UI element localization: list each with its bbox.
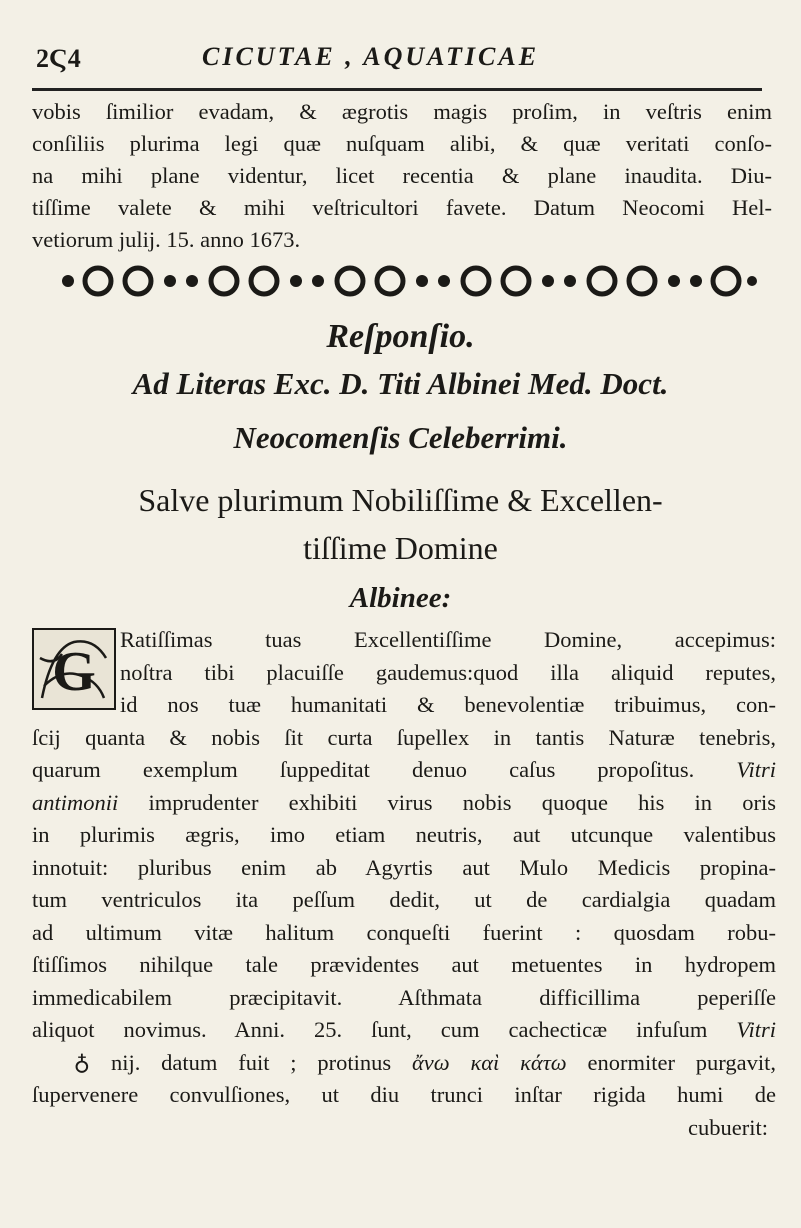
letter-line: ſcij quanta & nobis ſit curta ſupellex in tantis Naturæ tenebris, [32, 724, 776, 750]
intro-paragraph [32, 96, 772, 256]
letter-line-text: quarum exemplum ſuppeditat denuo caſus propoſitus. [32, 757, 695, 782]
letter-line [32, 787, 776, 820]
intro-line: conſiliis plurima legi quæ nuſquam alibi, & quæ veritati conſo- [32, 131, 772, 156]
letter-line-text: nij. datum fuit ; protinus [110, 1049, 392, 1075]
letter-line: noſtra tibi placuiſſe gaudemus:quod illa aliquid reputes, [120, 659, 776, 685]
term-vitri: Vitri [736, 757, 777, 782]
response-title: Reſponſio. [326, 318, 475, 355]
letter-line: Ratiſſimas tuas Excellentiſſime Domine, accepimus: [120, 627, 776, 652]
letter-line [32, 754, 776, 787]
term-vitri-2: Vitri [736, 1017, 776, 1042]
letter-line: in plurimis ægris, imo etiam neutris, aut utcunque valentibus [32, 822, 776, 847]
svg-text:G: G [52, 641, 96, 703]
letter-line: immedicabilem præcipitavit. Aſthmata difficillima peperiſſe [32, 984, 776, 1010]
ornament-band [58, 258, 758, 304]
letter-line: innotuit: pluribus enim ab Agyrtis aut Mulo Medicis propina- [32, 854, 776, 880]
letter-line [32, 1047, 776, 1080]
letter-line: ſtiſſimos nihilque tale prævidentes aut metuentes in hydropem [32, 952, 776, 977]
letter-line: ad ultimum vitæ halitum conqueſti fuerint : quosdam robu- [32, 919, 776, 945]
page-number: 2Ϛ4 [36, 44, 81, 73]
letter-line: id nos tuæ humanitati & benevolentiæ tribuimus, con- [120, 692, 776, 717]
running-head: CICUTAE , AQUATICAE [202, 42, 540, 71]
letter-body [32, 624, 776, 1144]
greek-phrase: ἄνω καὶ κάτω [411, 1049, 567, 1075]
intro-line: vetiorum julij. 15. anno 1673. [32, 227, 301, 252]
letter-line-text: enormiter purgavit, [587, 1049, 777, 1075]
intro-line: vobis ſimilior evadam, & ægrotis magis proſim, in veſtris enim [32, 99, 772, 124]
antimony-symbol: ♁ [73, 1049, 91, 1075]
term-antimonii: antimonii [32, 789, 119, 815]
salutation-line-1: Salve plurimum Nobiliſſime & Excellen- [138, 482, 663, 518]
salutation-line-3: Albinee: [349, 582, 452, 614]
address-line-1: Ad Literas Exc. D. Titi Albinei Med. Doct. [132, 366, 669, 401]
letter-line: cubuerit: [688, 1114, 768, 1140]
page-header [36, 44, 766, 78]
letter-line: ſupervenere convulſiones, ut diu trunci inſtar rigida humi de [32, 1082, 776, 1107]
letter-line-text: imprudenter exhibiti virus nobis quoque his in oris [148, 789, 777, 815]
intro-line: tiſſime valete & mihi veſtricultori favete. Datum Neocomi Hel- [32, 195, 772, 220]
header-rule [32, 88, 762, 91]
salutation-line-2: tiſſime Domine [303, 530, 498, 566]
letter-line: tum ventriculos ita peſſum dedit, ut de cardialgia quadam [32, 887, 776, 912]
intro-line: na mihi plane videntur, licet recentia & plane inaudita. Diu- [32, 163, 772, 188]
letter-line [32, 1014, 776, 1047]
letter-line-text: aliquot novimus. Anni. 25. ſunt, cum cachecticæ infuſum [32, 1017, 708, 1042]
address-line-2: Neocomenſis Celeberrimi. [233, 420, 568, 455]
